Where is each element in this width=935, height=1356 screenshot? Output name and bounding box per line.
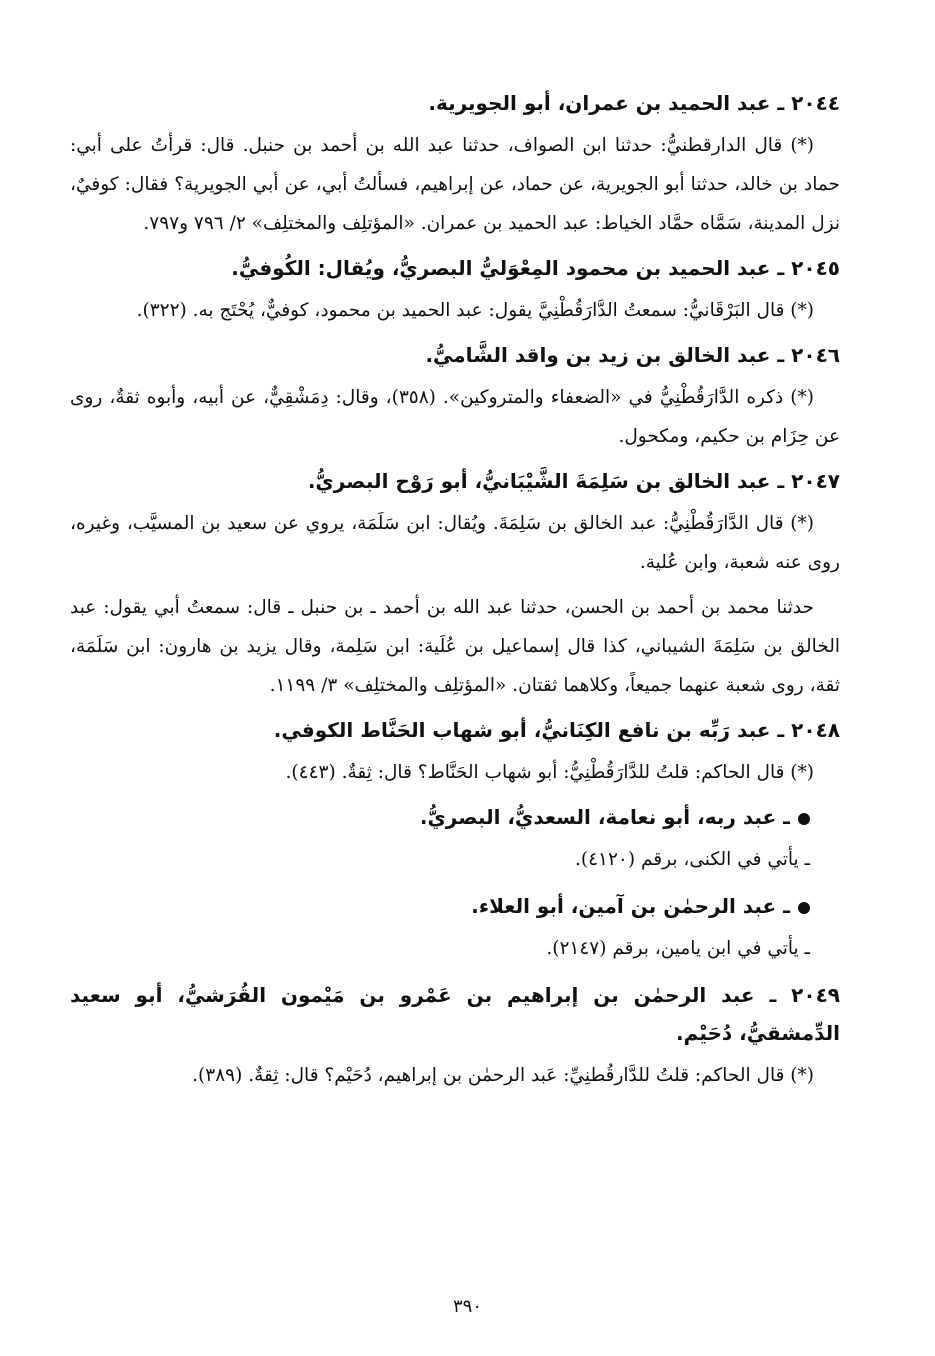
cross-ref-note: ـ يأتي في الكنى، برقم (٤١٢٠).	[575, 849, 810, 870]
entry-paragraph: (*) قال البَرْقَانيُّ: سمعتُ الدَّارَقُطْنِيَّ يقول: عبد الحميد بن محمود، كوفيٌّ، يُحْتَج به. (٣٢٢).	[136, 300, 814, 321]
cross-ref-abd-alrahman-amin	[70, 887, 840, 968]
entry-2045	[70, 249, 840, 330]
entry-heading: ٢٠٤٩ ـ عبد الرحمٰن بن إبراهيم بن عَمْرو بن مَيْمون القُرَشيُّ، أبو سعيد الدِّمشقيُّ، دُحَيْم.	[70, 983, 840, 1045]
entry-heading: ٢٠٤٦ ـ عبد الخالق بن زيد بن واقد الشَّاميُّ.	[425, 343, 840, 367]
bullet-icon	[798, 902, 810, 914]
page-body	[70, 80, 840, 1101]
entry-paragraph: (*) ذكره الدَّارَقُطْنِيُّ في «الضعفاء والمتروكين». (٣٥٨)، وقال: دِمَشْقِيٌّ، عن أبيه، وأبوه ثقةٌ، روى عن حِزَام بن حكيم، ومكحول.	[70, 387, 840, 447]
bullet-icon	[798, 813, 810, 825]
entry-paragraph: (*) قال الحاكم: قلتُ للدَّارَقُطْنِيُّ: أبو شهاب الحَنَّاط؟ قال: ثِقةٌ. (٤٤٣).	[285, 762, 814, 783]
entry-2044	[70, 84, 840, 243]
cross-ref-title	[70, 798, 840, 836]
entry-2049	[70, 976, 840, 1095]
entry-paragraph: (*) قال الدَّارَقُطْنِيُّ: عبد الخالق بن سَلِمَةَ. ويُقال: ابن سَلَمَة، يروي عن سعيد بن المسيَّب، وغيره، روى عنه شعبة، وابن عُلية.	[70, 513, 840, 573]
cross-ref-abd-rabbih	[70, 798, 840, 879]
entry-paragraph: (*) قال الحاكم: قلتُ للدَّارقُطنِيِّ: عَبد الرحمٰن بن إبراهيم، دُحَيْم؟ قال: ثِقةٌ. (٣٨٩).	[192, 1065, 814, 1086]
entry-2048	[70, 711, 840, 792]
entry-paragraph: حدثنا محمد بن أحمد بن الحسن، حدثنا عبد الله بن أحمد ـ بن حنبل ـ قال: سمعتُ أبي يقول: عبد الخالق بن سَلِمَةَ الشيباني، كذا قال إسماعيل بن عُلَية: ابن سَلِمة، وقال يزيد بن هارون: ابن سَلَمَة، ثقة، روى شعبة عنهما جميعاً، وكلاهما ثقتان. «المؤتلِف والمختلِف» ٣/ ١١٩٩.	[70, 597, 840, 696]
cross-ref-title-text: ـ عبد الرحمٰن بن آمين، أبو العلاء.	[471, 894, 790, 918]
cross-ref-note: ـ يأتي في ابن يامين، برقم (٢١٤٧).	[546, 938, 810, 959]
cross-ref-title-text: ـ عبد ربه، أبو نعامة، السعديُّ، البصريُّ.	[419, 805, 790, 829]
entry-paragraph: (*) قال الدارقطنيُّ: حدثنا ابن الصواف، حدثنا عبد الله بن أحمد بن حنبل. قال: قرأتُ على أبي: حماد بن خالد، حدثنا أبو الجويرية، عن حماد، عن إبراهيم، فسألتُ أبي، عن أبي الجويرية؟ فقال: كوفيٌ، نزل المدينة، سَمَّاه حمَّاد الخياط: عبد الحميد بن عمران. «المؤتلِف والمختلِف» ٢/ ٧٩٦ و٧٩٧.	[70, 135, 840, 234]
entry-2047	[70, 462, 840, 705]
entry-heading: ٢٠٤٨ ـ عبد رَبِّه بن نافع الكِنَانيُّ، أبو شهاب الحَنَّاط الكوفي.	[273, 718, 840, 742]
entry-2046	[70, 336, 840, 456]
entry-heading: ٢٠٤٧ ـ عبد الخالق بن سَلِمَةَ الشَّيْبَانيُّ، أبو رَوْح البصريُّ.	[307, 469, 840, 493]
entry-heading: ٢٠٤٥ ـ عبد الحميد بن محمود المِعْوَليُّ البصريُّ، ويُقال: الكُوفيُّ.	[231, 256, 840, 280]
entry-heading: ٢٠٤٤ ـ عبد الحميد بن عمران، أبو الجويرية.	[428, 91, 840, 115]
page-number: ٣٩٠	[452, 1296, 482, 1317]
cross-ref-title	[70, 887, 840, 925]
